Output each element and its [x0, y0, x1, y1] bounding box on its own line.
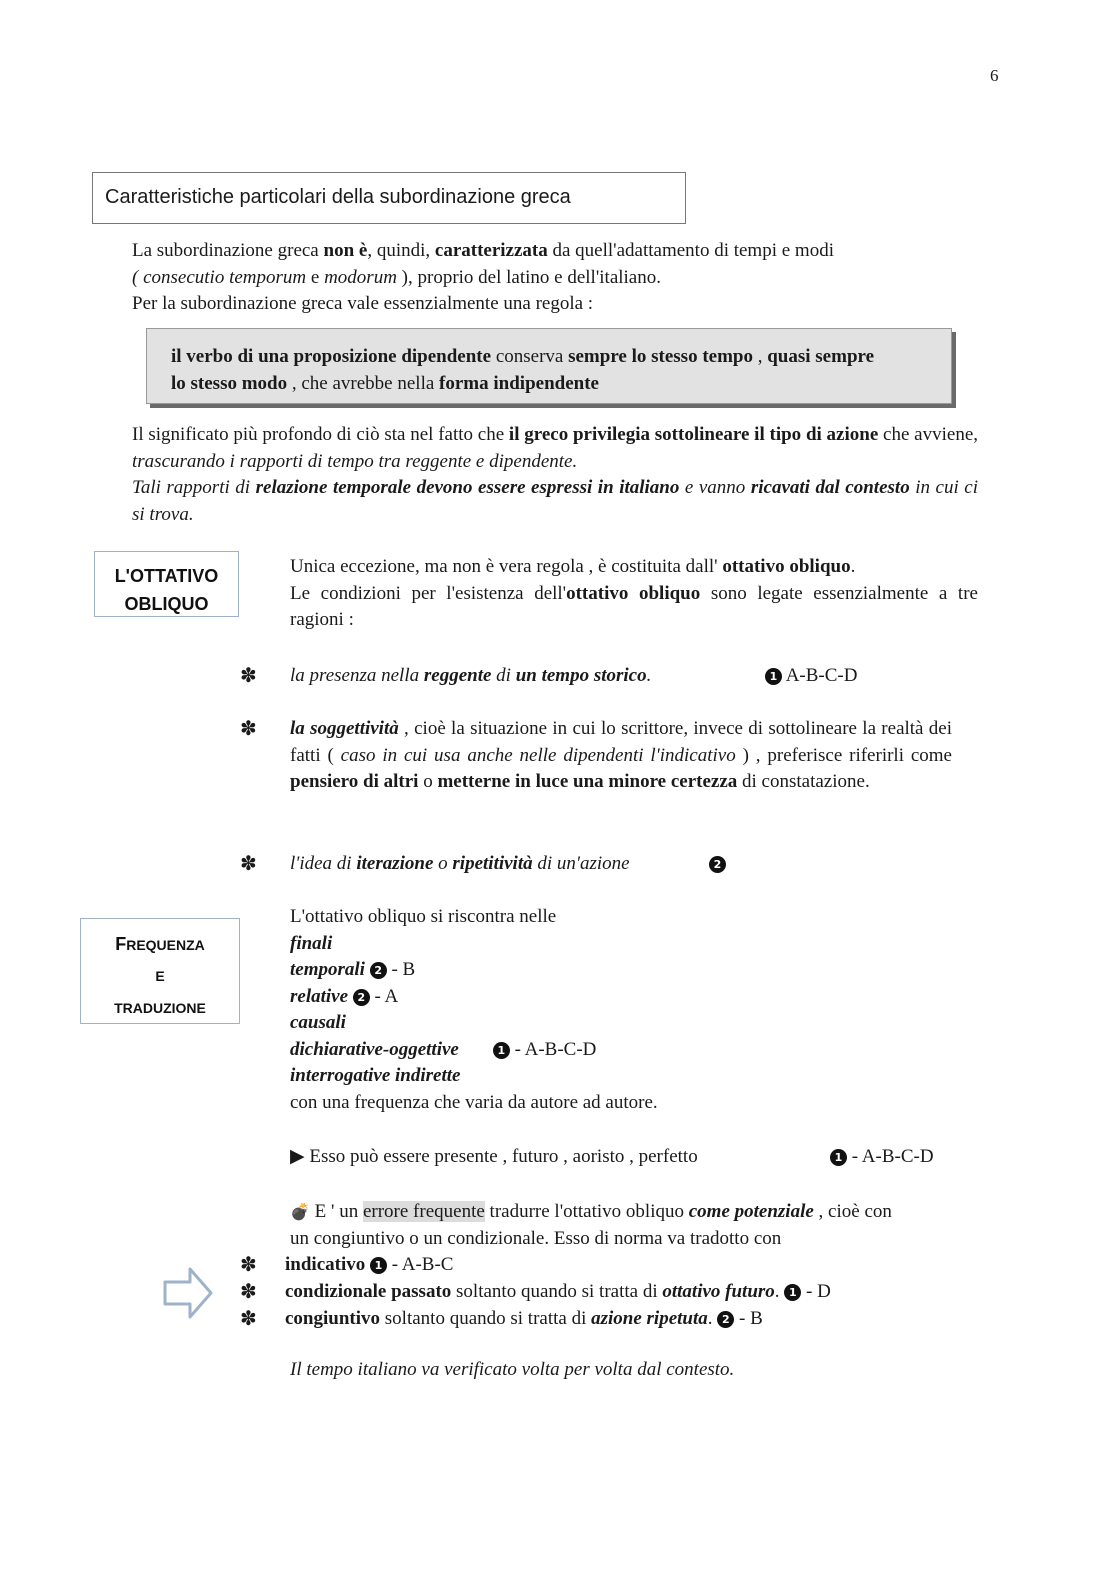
- reason-reference: [709, 851, 726, 878]
- page-number: 6: [990, 66, 999, 85]
- common-error-paragraph: 💣 E ' un errore frequente tradurre l'ottativo obliquo come potenziale , cioè con un congiuntivo o un condizionale. Esso di norma va tradotto con: [290, 1201, 892, 1249]
- flower-bullet-icon: ✽: [240, 853, 257, 875]
- number-circle-icon: 1: [765, 668, 782, 685]
- exception-paragraph: Unica eccezione, ma non è vera regola , è costituita dall' ottativo obliquo. Le condizioni per l'esistenza dell'ottativo obliquo sono legate essenzialmente a tre ragioni :: [290, 556, 978, 630]
- flower-bullet-icon: ✽: [240, 1281, 257, 1303]
- flower-bullet-icon: ✽: [240, 665, 257, 687]
- clause-list: L'ottativo obliquo si riscontra nelle finali temporali 2 - B relative 2 - A causali dichiarative-oggettive 1 - A-B-C-D interrogative indirette con una frequenza che varia da autore ad autore.: [290, 906, 658, 1113]
- translation-item: indicativo 1 - A-B-C: [285, 1254, 454, 1275]
- play-arrow-icon: ▶: [290, 1146, 305, 1167]
- section-title: Caratteristiche particolari della subordinazione greca: [92, 172, 686, 224]
- reason-item: la soggettività , cioè la situazione in cui lo scrittore, invece di sottolineare la realtà dei fatti ( caso in cui usa anche nelle dipendenti l'indicativo ) , preferisce riferirli come pensiero di altri o metterne in luce una minore certezza di constatazione.: [290, 718, 953, 792]
- flower-bullet-icon: ✽: [240, 1308, 257, 1330]
- number-circle-icon: 2: [370, 962, 387, 979]
- bomb-icon: 💣: [290, 1202, 310, 1221]
- reason-item: la presenza nella reggente di un tempo storico.: [290, 665, 652, 686]
- number-circle-icon: 1: [493, 1042, 510, 1059]
- translation-item: condizionale passato soltanto quando si tratta di ottativo futuro. 1 - D: [285, 1281, 831, 1302]
- closing-note: Il tempo italiano va verificato volta per volta dal contesto.: [290, 1359, 735, 1380]
- number-circle-icon: 1: [784, 1284, 801, 1301]
- intro-paragraph: La subordinazione greca non è, quindi, caratterizzata da quell'adattamento di tempi e modi ( consecutio temporum e modorum ), proprio del latino e dell'italiano. Per la subordinazione greca vale essenzialmente una regola :: [132, 240, 834, 314]
- flower-bullet-icon: ✽: [240, 718, 257, 740]
- frequenza-traduzione-label: FREQUENZA E TRADUZIONE: [80, 918, 240, 1024]
- tenses-line: ▶ Esso può essere presente , futuro , aoristo , perfetto: [290, 1146, 698, 1167]
- significance-paragraph: Il significato più profondo di ciò sta nel fatto che il greco privilegia sottolineare il tipo di azione che avviene, trascurando i rapporti di tempo tra reggente e dipendente. Tali rapporti di relazione temporale devono essere espressi in italiano e vanno ricavati dal contesto in cui ci si trova.: [132, 424, 979, 525]
- number-circle-icon: 2: [717, 1311, 734, 1328]
- ottativo-obliquo-label: L'OTTATIVO OBLIQUO: [94, 551, 239, 617]
- flower-bullet-icon: ✽: [240, 1254, 257, 1276]
- number-circle-icon: 2: [709, 856, 726, 873]
- number-circle-icon: 1: [370, 1257, 387, 1274]
- number-circle-icon: 1: [830, 1149, 847, 1166]
- rule-box: il verbo di una proposizione dipendente conserva sempre lo stesso tempo , quasi sempre lo stesso modo , che avrebbe nella forma indipendente: [146, 328, 952, 404]
- translation-item: congiuntivo soltanto quando si tratta di azione ripetuta. 2 - B: [285, 1308, 763, 1329]
- tenses-reference: 1 - A-B-C-D: [830, 1144, 934, 1171]
- right-arrow-icon: [162, 1266, 214, 1320]
- reason-reference: 1 A-B-C-D: [765, 663, 857, 690]
- reason-item: l'idea di iterazione o ripetitività di un'azione: [290, 853, 630, 874]
- number-circle-icon: 2: [353, 989, 370, 1006]
